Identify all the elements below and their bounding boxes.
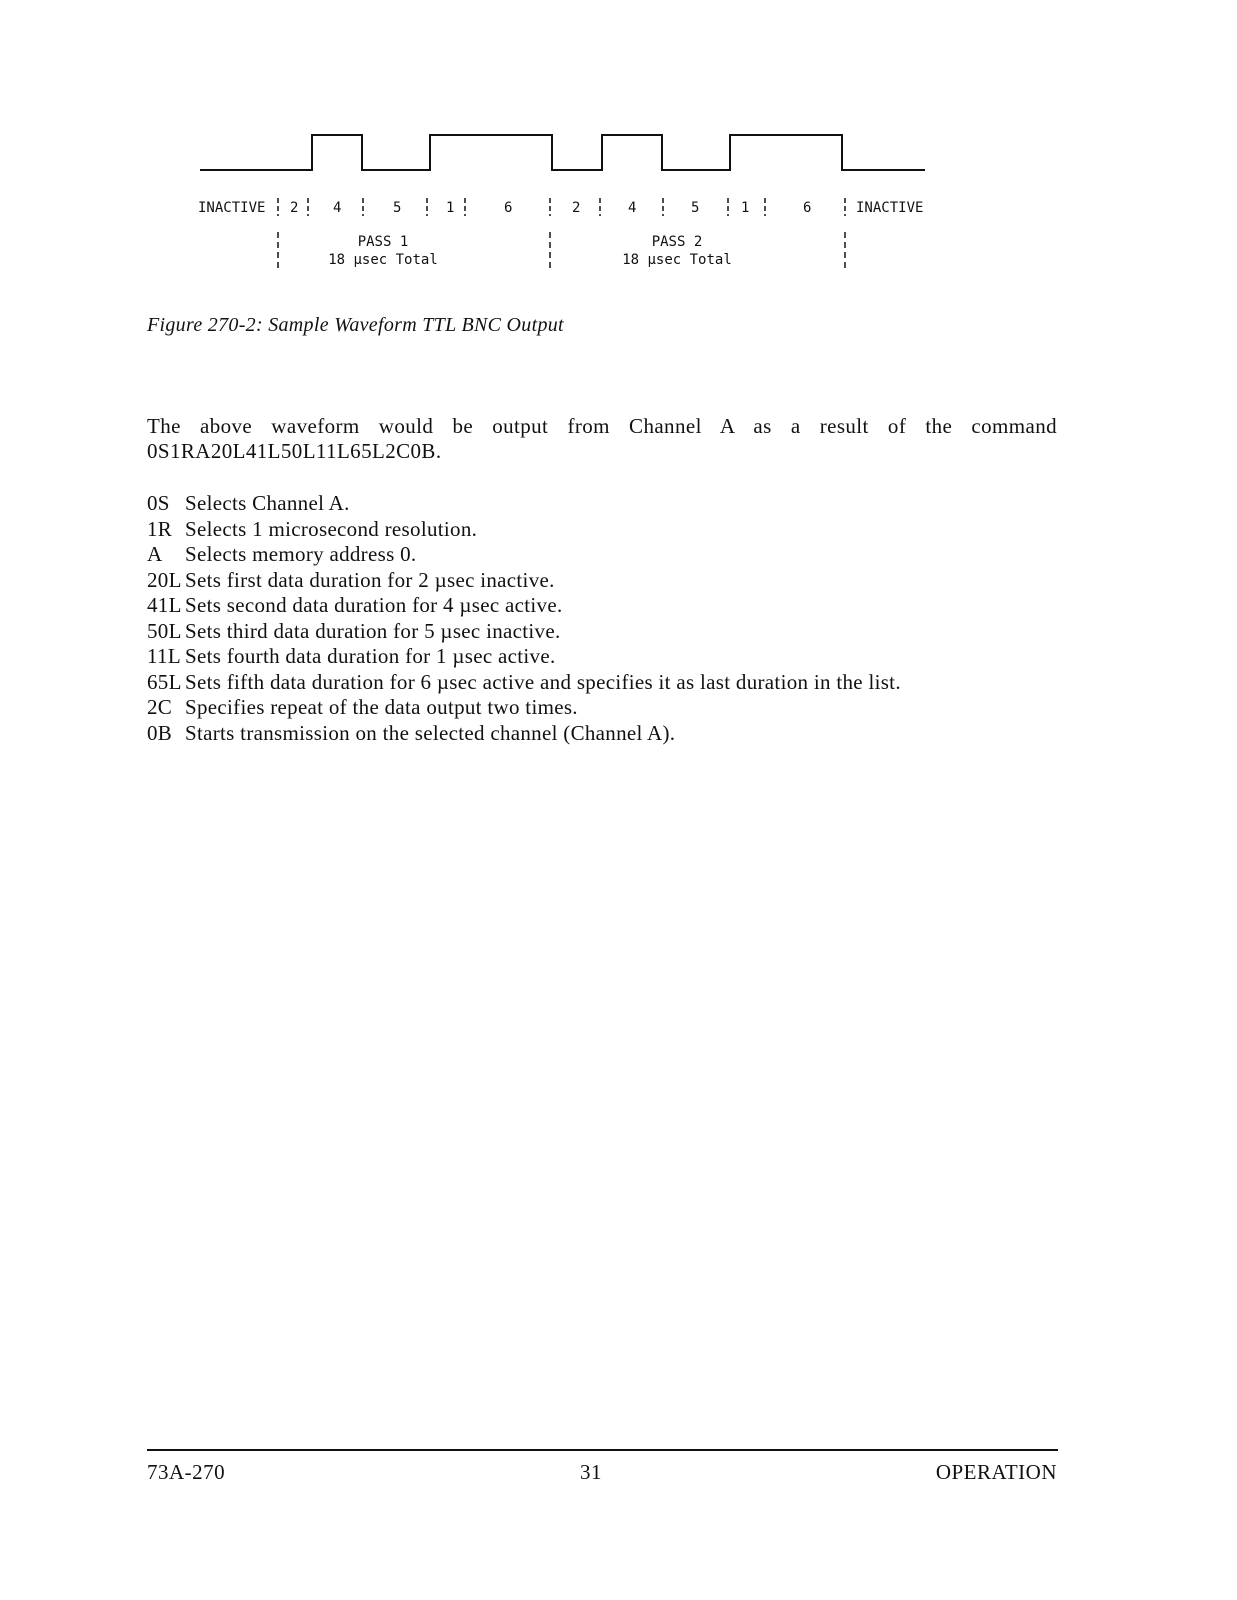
command-code: 41L xyxy=(147,593,182,617)
command-row xyxy=(147,568,901,594)
waveform-diagram xyxy=(190,120,950,290)
command-description: Selects Channel A. xyxy=(185,491,350,515)
segment-label-inactive-start: INACTIVE xyxy=(198,200,266,216)
command-code: 0B xyxy=(147,720,173,745)
pass-2-total: 18 µsec Total xyxy=(622,252,732,268)
pass-2-label: PASS 2 xyxy=(651,234,703,250)
command-row xyxy=(147,491,901,517)
segment-label-2: 2 xyxy=(290,200,299,216)
segment-label-6: 6 xyxy=(504,200,513,216)
footer-section-title: OPERATION xyxy=(935,1460,1057,1484)
segment-label-5b: 5 xyxy=(691,200,700,216)
segment-label-6b: 6 xyxy=(803,200,812,216)
command-description: Sets fifth data duration for 6 µsec active and specifies it as last duration in the list. xyxy=(185,669,901,694)
command-code: 65L xyxy=(147,669,182,694)
pass-1-total: 18 µsec Total xyxy=(328,252,438,268)
segment-label-5: 5 xyxy=(393,200,402,216)
segment-label-2b: 2 xyxy=(572,200,581,216)
segment-label-inactive-end: INACTIVE xyxy=(856,200,924,216)
command-row xyxy=(147,670,901,696)
intro-line-1: The above waveform would be output from Channel A as a result of the command xyxy=(147,414,1057,438)
intro-paragraph xyxy=(147,414,1057,464)
command-code: A xyxy=(147,542,163,566)
command-row xyxy=(147,542,901,568)
command-row xyxy=(147,517,901,543)
command-code: 11L xyxy=(147,644,181,668)
command-row xyxy=(147,695,901,721)
segment-label-1: 1 xyxy=(446,200,455,216)
segment-dividers xyxy=(278,198,845,216)
figure-caption: Figure 270-2: Sample Waveform TTL BNC Output xyxy=(147,314,564,336)
footer-divider xyxy=(147,1449,1058,1451)
command-description: Sets fourth data duration for 1 µsec active. xyxy=(185,644,556,668)
command-code: 20L xyxy=(147,567,182,592)
command-description: Specifies repeat of the data output two times. xyxy=(185,695,578,719)
segment-label-1b: 1 xyxy=(741,200,750,216)
command-list xyxy=(147,491,901,746)
command-row xyxy=(147,721,901,747)
footer-page-number: 31 xyxy=(580,1460,602,1484)
command-description: Sets first data duration for 2 µsec inactive. xyxy=(185,567,555,592)
intro-command-string: 0S1RA20L41L50L11L65L2C0B. xyxy=(147,439,442,463)
segment-label-4b: 4 xyxy=(628,200,637,216)
command-description: Selects memory address 0. xyxy=(185,542,417,566)
command-description: Sets third data duration for 5 µsec inactive. xyxy=(185,618,561,643)
command-row xyxy=(147,593,901,619)
command-description: Starts transmission on the selected channel (Channel A). xyxy=(185,720,676,745)
command-code: 50L xyxy=(147,618,182,643)
waveform-trace xyxy=(200,135,925,170)
command-code: 2C xyxy=(147,695,173,719)
footer-document-id: 73A-270 xyxy=(147,1460,226,1484)
pass-1-label: PASS 1 xyxy=(357,234,409,250)
command-code: 0S xyxy=(147,491,170,515)
command-row xyxy=(147,644,901,670)
command-description: Selects 1 microsecond resolution. xyxy=(185,516,478,541)
command-code: 1R xyxy=(147,516,173,541)
command-row xyxy=(147,619,901,645)
command-description: Sets second data duration for 4 µsec active. xyxy=(185,593,563,617)
segment-label-4: 4 xyxy=(333,200,342,216)
